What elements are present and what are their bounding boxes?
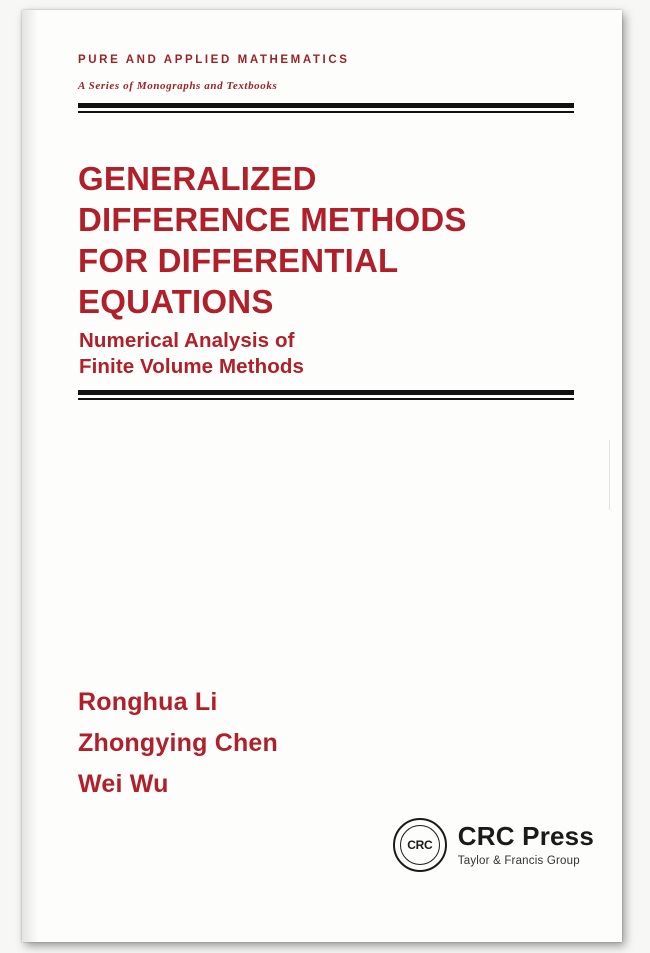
rule-top-thick xyxy=(78,103,574,108)
publisher-text xyxy=(458,823,594,866)
subtitle-line-1: Numerical Analysis of xyxy=(79,329,295,352)
author-2: Zhongying Chen xyxy=(78,729,278,757)
cover-edge-line xyxy=(609,440,610,510)
author-3: Wei Wu xyxy=(78,770,169,798)
series-name: PURE AND APPLIED MATHEMATICS xyxy=(78,54,350,66)
rule-bottom-thin xyxy=(78,398,574,400)
publisher-group: Taylor & Francis Group xyxy=(457,854,580,867)
subtitle-line-2: Finite Volume Methods xyxy=(79,355,304,378)
cover-content xyxy=(78,10,578,942)
title-line-4: EQUATIONS xyxy=(78,283,274,320)
title-line-2: DIFFERENCE METHODS xyxy=(78,201,467,238)
rule-top xyxy=(78,103,574,113)
title-line-1: GENERALIZED xyxy=(78,160,317,197)
author-list xyxy=(78,682,278,805)
rule-top-thin xyxy=(78,111,574,113)
rule-bottom-thick xyxy=(78,390,574,395)
crc-logo-text: CRC xyxy=(407,838,433,852)
book-title xyxy=(78,158,548,322)
author-1: Ronghua Li xyxy=(78,688,218,716)
crc-roundel-icon xyxy=(393,818,447,872)
series-subtitle: A Series of Monographs and Textbooks xyxy=(78,80,278,92)
rule-bottom xyxy=(78,390,574,400)
book-subtitle xyxy=(79,328,519,380)
title-line-3: FOR DIFFERENTIAL xyxy=(78,242,399,279)
publisher-logo xyxy=(393,818,594,872)
spine-shading xyxy=(22,10,38,942)
book-cover xyxy=(22,10,622,942)
publisher-name: CRC Press xyxy=(457,821,594,852)
